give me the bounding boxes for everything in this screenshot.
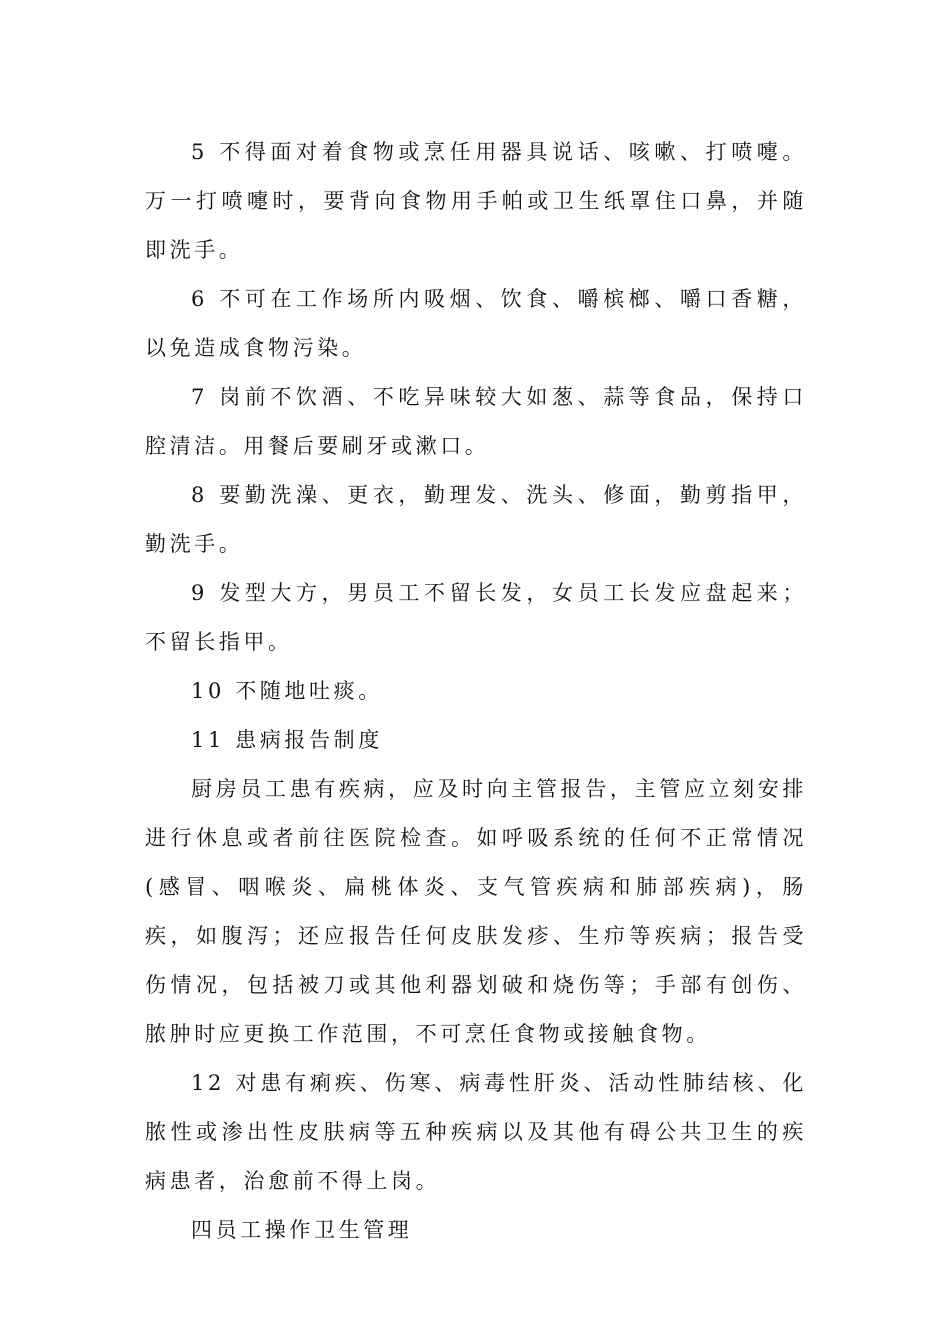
paragraph-rule-8: 8 要勤洗澡、更衣，勤理发、洗头、修面，勤剪指甲，勤洗手。 xyxy=(145,483,807,556)
document-body xyxy=(145,128,807,1255)
paragraph-rule-5: 5 不得面对着食物或烹任用器具说话、咳嗽、打喷嚏。万一打喷嚏时，要背向食物用手帕或卫生纸罩住口鼻，并随即洗手。 xyxy=(145,140,807,262)
section-heading-operation-hygiene: 四员工操作卫生管理 xyxy=(191,1218,413,1242)
paragraph-illness-report: 厨房员工患有疾病，应及时向主管报告，主管应立刻安排进行休息或者前往医院检查。如呼吸系统的任何不正常情况(感冒、咽喉炎、扁桃体炎、支气管疾病和肺部疾病)，肠疾，如腹泻；还应报告任何皮肤发疹、生疖等疾病；报告受伤情况，包括被刀或其他利器划破和烧伤等；手部有创伤、脓肿时应更换工作范围，不可烹任食物或接触食物。 xyxy=(145,777,807,1046)
paragraph-rule-6: 6 不可在工作场所内吸烟、饮食、嚼槟榔、嚼口香糖，以免造成食物污染。 xyxy=(145,287,807,360)
paragraph-rule-12: 12 对患有痢疾、伤寒、病毒性肝炎、活动性肺结核、化脓性或渗出性皮肤病等五种疾病以及其他有碍公共卫生的疾病患者，治愈前不得上岗。 xyxy=(145,1071,807,1193)
paragraph-rule-10: 10 不随地吐痰。 xyxy=(191,679,383,703)
paragraph-rule-7: 7 岗前不饮酒、不吃异味较大如葱、蒜等食品，保持口腔清洁。用餐后要刷牙或漱口。 xyxy=(145,385,807,458)
paragraph-rule-9: 9 发型大方，男员工不留长发，女员工长发应盘起来；不留长指甲。 xyxy=(145,581,807,654)
paragraph-rule-11-heading: 11 患病报告制度 xyxy=(191,728,383,752)
